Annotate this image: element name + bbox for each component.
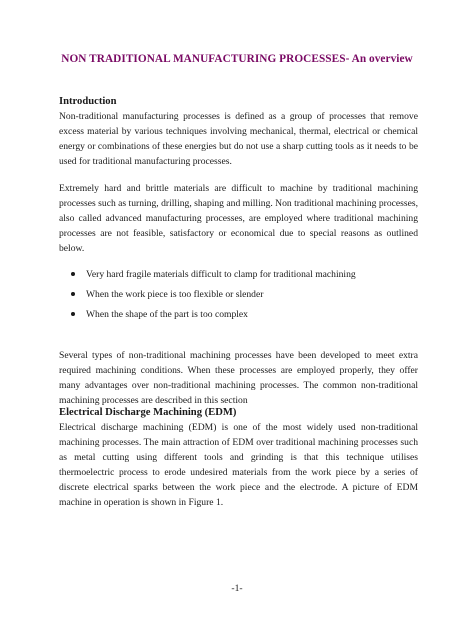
intro-paragraph-1-wrap [59,109,418,169]
title-main: NON TRADITIONAL MANUFACTURING PROCESSES [61,53,346,65]
bullet-list-wrap [59,267,418,327]
intro-heading: Introduction [59,96,117,107]
list-item [59,287,418,307]
bullet-icon [71,292,75,296]
bullet-text: Very hard fragile materials difficult to clamp for traditional machining [86,269,356,280]
list-item [59,307,418,327]
reasons-bullet-list [59,267,418,327]
edm-heading: Electrical Discharge Machining (EDM) [59,407,237,418]
intro-section [59,96,418,107]
edm-paragraph-wrap [59,420,418,510]
bullet-icon [71,312,75,316]
page-number: -1- [231,583,243,594]
bullet-text: When the shape of the part is too complex [86,309,248,320]
intro-paragraph-2: Extremely hard and brittle materials are difficult to machine by traditional machining processes such as turning, drilling, shaping and milling. Non traditional machining processes, also called advanced manufacturing processes, are employed where traditional machining processes are not feasible, satisfactory or economical due to special reasons as outlined below. [59,183,418,254]
bullet-icon [71,272,75,276]
bullet-text: When the work piece is too flexible or slender [86,289,264,300]
edm-paragraph-1: Electrical discharge machining (EDM) is one of the most widely used non-traditional machining processes. The main attraction of EDM over traditional machining processes such as metal cutting using different tools and grinding is that this technique utilises thermoelectric process to erode undesired materials from the work piece by a series of discrete electrical sparks between the work piece and the electrode. A picture of EDM machine in operation is shown in Figure 1. [59,422,418,508]
edm-section [59,407,418,418]
document-title [0,53,474,65]
title-subtitle: - An overview [345,53,413,65]
list-item [59,267,418,287]
intro-paragraph-3-wrap [59,348,418,408]
intro-paragraph-1: Non-traditional manufacturing processes is defined as a group of processes that remove excess material by various techniques involving mechanical, thermal, electrical or chemical energy or combinations of these energies but do not use a sharp cutting tools as it needs to be used for traditional manufacturing processes. [59,111,418,167]
intro-paragraph-2-wrap [59,181,418,256]
intro-paragraph-3: Several types of non-traditional machining processes have been developed to meet extra required machining conditions. When these processes are employed properly, they offer many advantages over non-traditional machining processes. The common non-traditional machining processes are described in this section [59,350,418,406]
